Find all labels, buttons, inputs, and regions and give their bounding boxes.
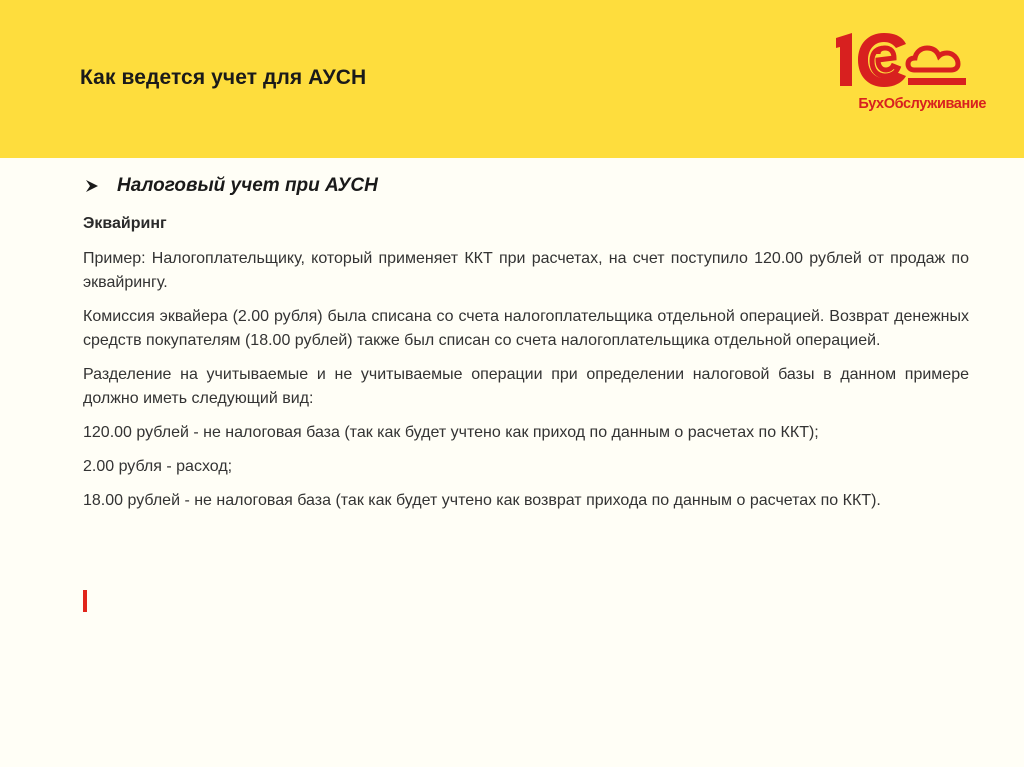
paragraph-example: Пример: Налогоплательщику, который применяет ККТ при расчетах, на счет поступило 120.00 рублей от продаж по эквайрингу. [83, 250, 969, 291]
header-bar [0, 0, 1024, 158]
slide-content [83, 172, 969, 513]
brand-logo [818, 30, 986, 122]
arrow-bullet-icon [85, 179, 99, 193]
paragraph-expense: 2.00 рубля - расход; [83, 458, 233, 475]
red-accent-mark [83, 590, 87, 612]
subtitle-row [83, 172, 969, 200]
paragraph-refund: 18.00 рублей - не налоговая база (так как будет учтено как возврат прихода по данным о расчетах по ККТ). [83, 492, 881, 509]
paragraph-commission: Комиссия эквайера (2.00 рубля) была списана со счета налогоплательщика отдельной операцией. Возврат денежных средств покупателям (18.00 рублей) также был списан со счета налогоплательщика отдельной операцией. [83, 308, 969, 349]
paragraph-income: 120.00 рублей - не налоговая база (так как будет учтено как приход по данным о расчетах по ККТ); [83, 424, 819, 441]
section-subtitle: Налоговый учет при АУСН [117, 175, 378, 196]
logo-caption: БухОбслуживание [858, 96, 986, 112]
page-title: Как ведется учет для АУСН [80, 66, 367, 89]
section-heading: Эквайринг [83, 215, 167, 232]
paragraph-division: Разделение на учитываемые и не учитываемые операции при определении налоговой базы в данном примере должно иметь следующий вид: [83, 366, 969, 407]
1c-logo-icon [818, 30, 986, 96]
